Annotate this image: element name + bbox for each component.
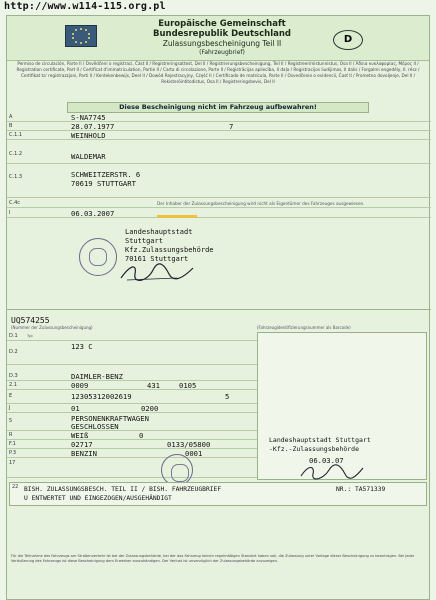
authority-block-2 [269, 436, 371, 454]
header-line-1: Europäische Gemeinschaft [158, 19, 286, 29]
field-code: E [9, 393, 13, 399]
field-row-c11 [7, 131, 431, 140]
eu-flag-icon [65, 25, 97, 47]
field-row-21 [7, 381, 257, 390]
section-divider [7, 309, 431, 310]
field-code: J [9, 405, 11, 411]
field-row-i [7, 208, 431, 218]
field-code: 2.1 [9, 382, 17, 388]
manufacturer-code: 0009 [71, 381, 89, 390]
warning-banner: Diese Bescheinigung nicht im Fahrzeug aufbewahren! [67, 102, 369, 113]
remarks-line-1: BISH. ZULASSUNGSBESCH. TEIL II / BISH. FAHRZEUGBRIEF [24, 486, 222, 493]
remarks-box [9, 482, 427, 506]
field-code: F.1 [9, 441, 16, 447]
holder-surname: WEINHOLD [71, 131, 106, 140]
color-code: 0 [139, 431, 144, 440]
field-row-a [7, 113, 431, 122]
authority-line: -Kfz.-Zulassungsbehörde [269, 445, 360, 453]
field-row-r [7, 431, 257, 440]
field-row-c13 [7, 164, 431, 198]
certificate-serial: UQ574255 [11, 316, 50, 325]
registration-certificate [6, 15, 430, 600]
barcode-label: (Fahrzeugidentifizierungsnummer als Barcode) [257, 325, 351, 330]
remarks-line-2: U ENTWERTET UND EINGEZOGEN/AUSGEHÄNDIGT [24, 495, 172, 502]
field-row-j [7, 404, 257, 413]
field-row-17 [7, 458, 257, 478]
signature-icon [297, 462, 367, 482]
field-code: A [9, 114, 13, 120]
field-code: 5 [9, 418, 13, 424]
field-row-p3 [7, 449, 257, 458]
header-line-3: Zulassungsbescheinigung Teil II [162, 39, 282, 48]
field-row-f1 [7, 440, 257, 449]
max-mass: 02717 [71, 440, 93, 449]
signature-icon [117, 260, 197, 286]
watermark-url: http://www.w114-115.org.pl [4, 1, 166, 12]
authority-line: 70161 Stuttgart [125, 255, 189, 263]
field-code: B [9, 123, 13, 129]
fuel-type: BENZIN [71, 449, 97, 458]
footer-text: Für die Teilnahme des Fahrzeugs am Straßenverkehr ist bei der Zulassungsbehörde, bei der das Fahrzeug keinen regelmäßigen Standort haben soll, die Zulassung unter Vorlage dieser Bescheinigung zu beantragen. Bei jeder Veräußerung des Fahrzeugs ist diese Bescheinigung dem Erwerber auszuhändigen. Der Verlust ist unverzüglich der Zulassungsbehörde anzuzeigen. [11, 554, 415, 563]
official-seal-icon [79, 238, 117, 276]
header-line-4: (Fahrzeugbrief) [199, 49, 245, 56]
authority-line: Landeshauptstadt [125, 228, 193, 236]
field-code: D.3 [9, 373, 18, 379]
issue-date-2: 06.03.07 [309, 456, 344, 465]
field-code: D.1 [9, 333, 18, 339]
registration-number: S-NA7745 [71, 113, 106, 122]
vehicle-category: 01 [71, 404, 80, 413]
field-row-c4c [7, 198, 431, 208]
field-row-d1 [7, 332, 257, 341]
body-type: GESCHLOSSEN [71, 422, 119, 431]
remarks-number: NR.: TA571339 [336, 486, 386, 493]
field-row-b [7, 122, 431, 131]
type-code: 431 [147, 381, 160, 390]
field-code: C.1.2 [9, 151, 23, 157]
holder-firstname: WALDEMAR [71, 152, 106, 161]
field-label: Typ [27, 334, 33, 338]
body-code: 0200 [141, 404, 159, 413]
number-label: (Nummer der Zulassungsbescheinigung) [11, 325, 93, 330]
vehicle-color: WEIß [71, 431, 89, 440]
vehicle-class: PERSONENKRAFTWAGEN [71, 414, 149, 423]
fuel-code: 0133/05800 [167, 440, 211, 449]
vehicle-identification-number: 12305312002619 [71, 392, 132, 401]
ownership-note: Der Inhaber der Zulassungsbescheinigung wird nicht als Eigentümer des Fahrzeuges ausgewiesen. [157, 201, 365, 206]
language-list: Permiso de circulación, Parte II / Osvědčení o registraci, Část II / Registreringsattest, Del II / Registrierungsbescheinigung, Teil II / Registreerimistunnistus, Osa II / Άδεια κυκλοφορίας, Μέρος II / Registration certificate, Part II / Certificat d'immatriculation, Partie II / Carta di circolazione, Parte II / Reģistrācijas apliecība, II daļa / Registracijos liudijimas, II dalis / Forgalmi engedély, II. rész / Certifikat ta' registrazzjoni, Parti II / Kentekenbewijs, Deel II / Dowód Rejestracyjny, Część II / Certificado de matrícula, Parte II / Osvedčenie o evidencii, Časť II / Prometno dovoljenje, Del II / Rekisteröintitodistus, Osa II / Registreringsbevis, Del II [16, 61, 420, 84]
variant-code: 0105 [179, 381, 197, 390]
field-row-5 [7, 413, 257, 431]
header-line-2: Bundesrepublik Deutschland [153, 29, 291, 39]
check-digit: 5 [225, 392, 230, 401]
manufacturer: DAIMLER-BENZ [71, 372, 123, 381]
holder-city: 70619 STUTTGART [71, 179, 136, 188]
field-row-d3 [7, 372, 257, 381]
field-row-c12 [7, 140, 431, 164]
field-code: 17 [9, 460, 16, 466]
field-code: D.2 [9, 349, 18, 355]
field-code: R [9, 432, 13, 438]
field-code: P.3 [9, 450, 17, 456]
first-registration-date: 28.07.1977 [71, 122, 115, 131]
owner-count: 7 [229, 122, 234, 131]
authority-line: Stuttgart [125, 237, 163, 245]
holder-street: SCHWEITZERSTR. 6 [71, 170, 141, 179]
field-row-d2 [7, 341, 257, 365]
field-row-e [7, 390, 257, 404]
field-code: C.4c [9, 200, 21, 206]
color-strip [157, 215, 197, 218]
emission-code: 0001 [185, 449, 203, 458]
authority-line: Landeshauptstadt Stuttgart [269, 436, 371, 444]
vehicle-type: 123 C [71, 342, 93, 351]
country-code: D [333, 30, 363, 50]
field-code: C.1.3 [9, 174, 23, 180]
authority-block [125, 228, 214, 264]
authority-line: Kfz.Zulassungsbehörde [125, 246, 214, 254]
issue-date: 06.03.2007 [71, 209, 115, 218]
certificate-header [7, 16, 429, 61]
field-code: C.1.1 [9, 132, 23, 138]
field-code: 22 [12, 484, 19, 490]
field-code: I [9, 210, 11, 216]
